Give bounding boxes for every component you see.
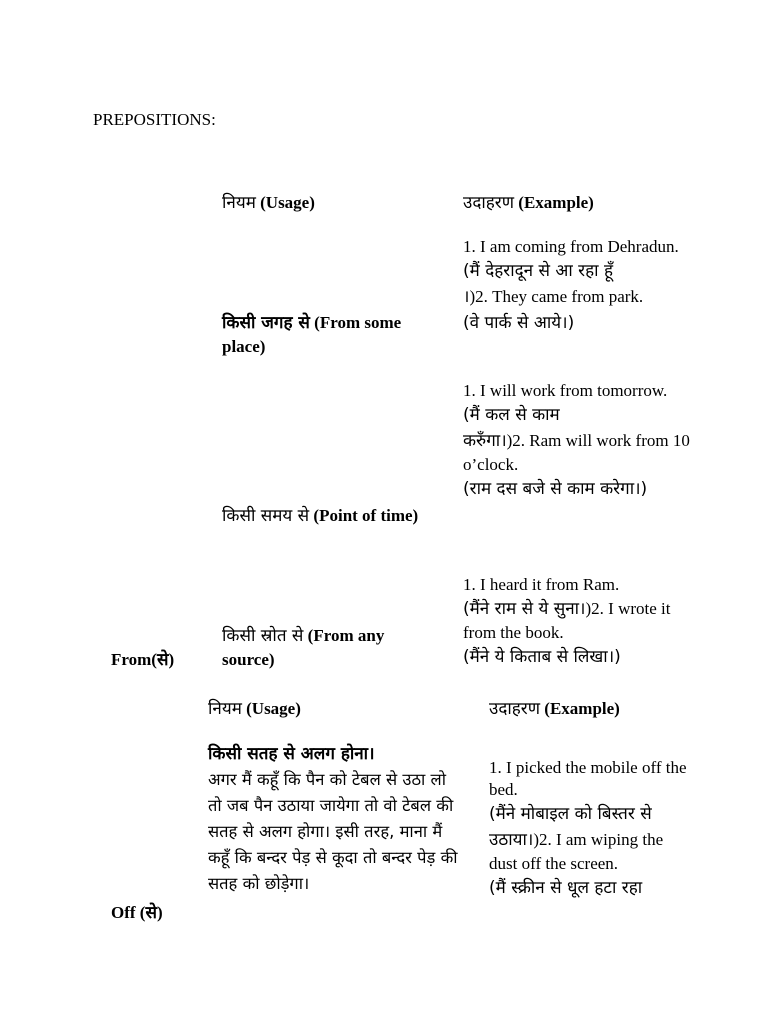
example-fragment-en: )2. Ram will work from 10 o’clock. xyxy=(463,431,690,474)
example-line: 1. I am coming from Dehradun. xyxy=(463,237,679,256)
example-line-hi: (मैं स्क्रीन से धूल हटा रहा xyxy=(489,878,643,898)
usage-text-hi: अगर मैं कहूँ कि पैन को टेबल से उठा लो तो जब पैन उठाया जायेगा तो वो टेबल की सतह से अलग होगा। इसी तरह, माना मैं कहूँ कि बन्दर पेड़ से कूदा तो बन्दर पेड़ की सतह को छोड़ेगा। xyxy=(208,770,458,893)
example-fragment-hi: (मैंने मोबाइल को बिस्तर से उठाया। xyxy=(489,804,652,850)
preposition-label xyxy=(111,900,163,923)
usage-cell xyxy=(222,504,432,528)
example-cell xyxy=(463,574,698,670)
example-line-mixed xyxy=(463,596,698,644)
preposition-hi: से xyxy=(145,903,157,923)
example-line-hi: (मैं कल से काम xyxy=(463,405,560,425)
usage-header-en: (Usage) xyxy=(246,699,301,718)
usage-hi: किसी स्रोत से xyxy=(222,626,304,646)
example-cell xyxy=(463,236,698,336)
example-line: 1. I heard it from Ram. xyxy=(463,575,620,594)
usage-en: (From some place) xyxy=(222,313,402,356)
usage-header xyxy=(222,190,315,213)
usage-en: (Point of time) xyxy=(313,506,419,525)
example-fragment-hi: करुँगा। xyxy=(463,431,507,451)
usage-title-hi: किसी सतह से अलग होना। xyxy=(208,744,375,764)
example-cell xyxy=(463,380,698,502)
preposition-en: Off ( xyxy=(111,903,146,922)
usage-header-en: (Usage) xyxy=(260,193,315,212)
example-fragment-en: )2. I wrote it from the book. xyxy=(463,599,671,642)
usage-header xyxy=(208,696,301,719)
preposition-close: ) xyxy=(168,650,175,669)
preposition-label xyxy=(111,647,174,670)
example-header-en: (Example) xyxy=(544,699,620,718)
usage-cell xyxy=(222,311,432,359)
example-line: 1. I picked the mobile off the bed. xyxy=(489,758,687,799)
example-fragment-en: )2. They came from park. xyxy=(469,287,644,306)
usage-header-hi: नियम xyxy=(222,193,256,213)
usage-description xyxy=(208,741,458,897)
example-line: 1. I will work from tomorrow. xyxy=(463,381,668,400)
example-line-mixed xyxy=(463,284,698,310)
example-line-hi: (मैंने ये किताब से लिखा।) xyxy=(463,647,621,667)
usage-hi: किसी जगह से xyxy=(222,313,310,333)
example-line-mixed xyxy=(463,428,698,476)
example-header xyxy=(463,190,594,213)
usage-hi: किसी समय से xyxy=(222,506,310,526)
example-header-hi: उदाहरण xyxy=(463,193,515,213)
example-line-mixed xyxy=(489,801,694,875)
usage-en: (From any source) xyxy=(222,626,385,669)
preposition-en: From( xyxy=(111,650,157,669)
example-line-hi: (मैं देहरादून से आ रहा हूँ xyxy=(463,261,613,281)
preposition-close: ) xyxy=(156,903,163,922)
usage-header-hi: नियम xyxy=(208,699,242,719)
example-header-hi: उदाहरण xyxy=(489,699,541,719)
example-fragment-hi: । xyxy=(463,287,470,307)
example-fragment-hi: (मैंने राम से ये सुना। xyxy=(463,599,586,619)
preposition-hi: से xyxy=(156,650,169,670)
example-line-hi: (वे पार्क से आये।) xyxy=(463,313,575,333)
example-line-hi: (राम दस बजे से काम करेगा।) xyxy=(463,479,648,499)
example-fragment-en: )2. I am wiping the dust off the screen. xyxy=(489,830,664,873)
usage-cell xyxy=(222,624,432,672)
example-cell xyxy=(489,757,694,901)
page-title: PREPOSITIONS: xyxy=(93,110,216,129)
example-header-en: (Example) xyxy=(518,193,594,212)
example-header xyxy=(489,696,620,719)
